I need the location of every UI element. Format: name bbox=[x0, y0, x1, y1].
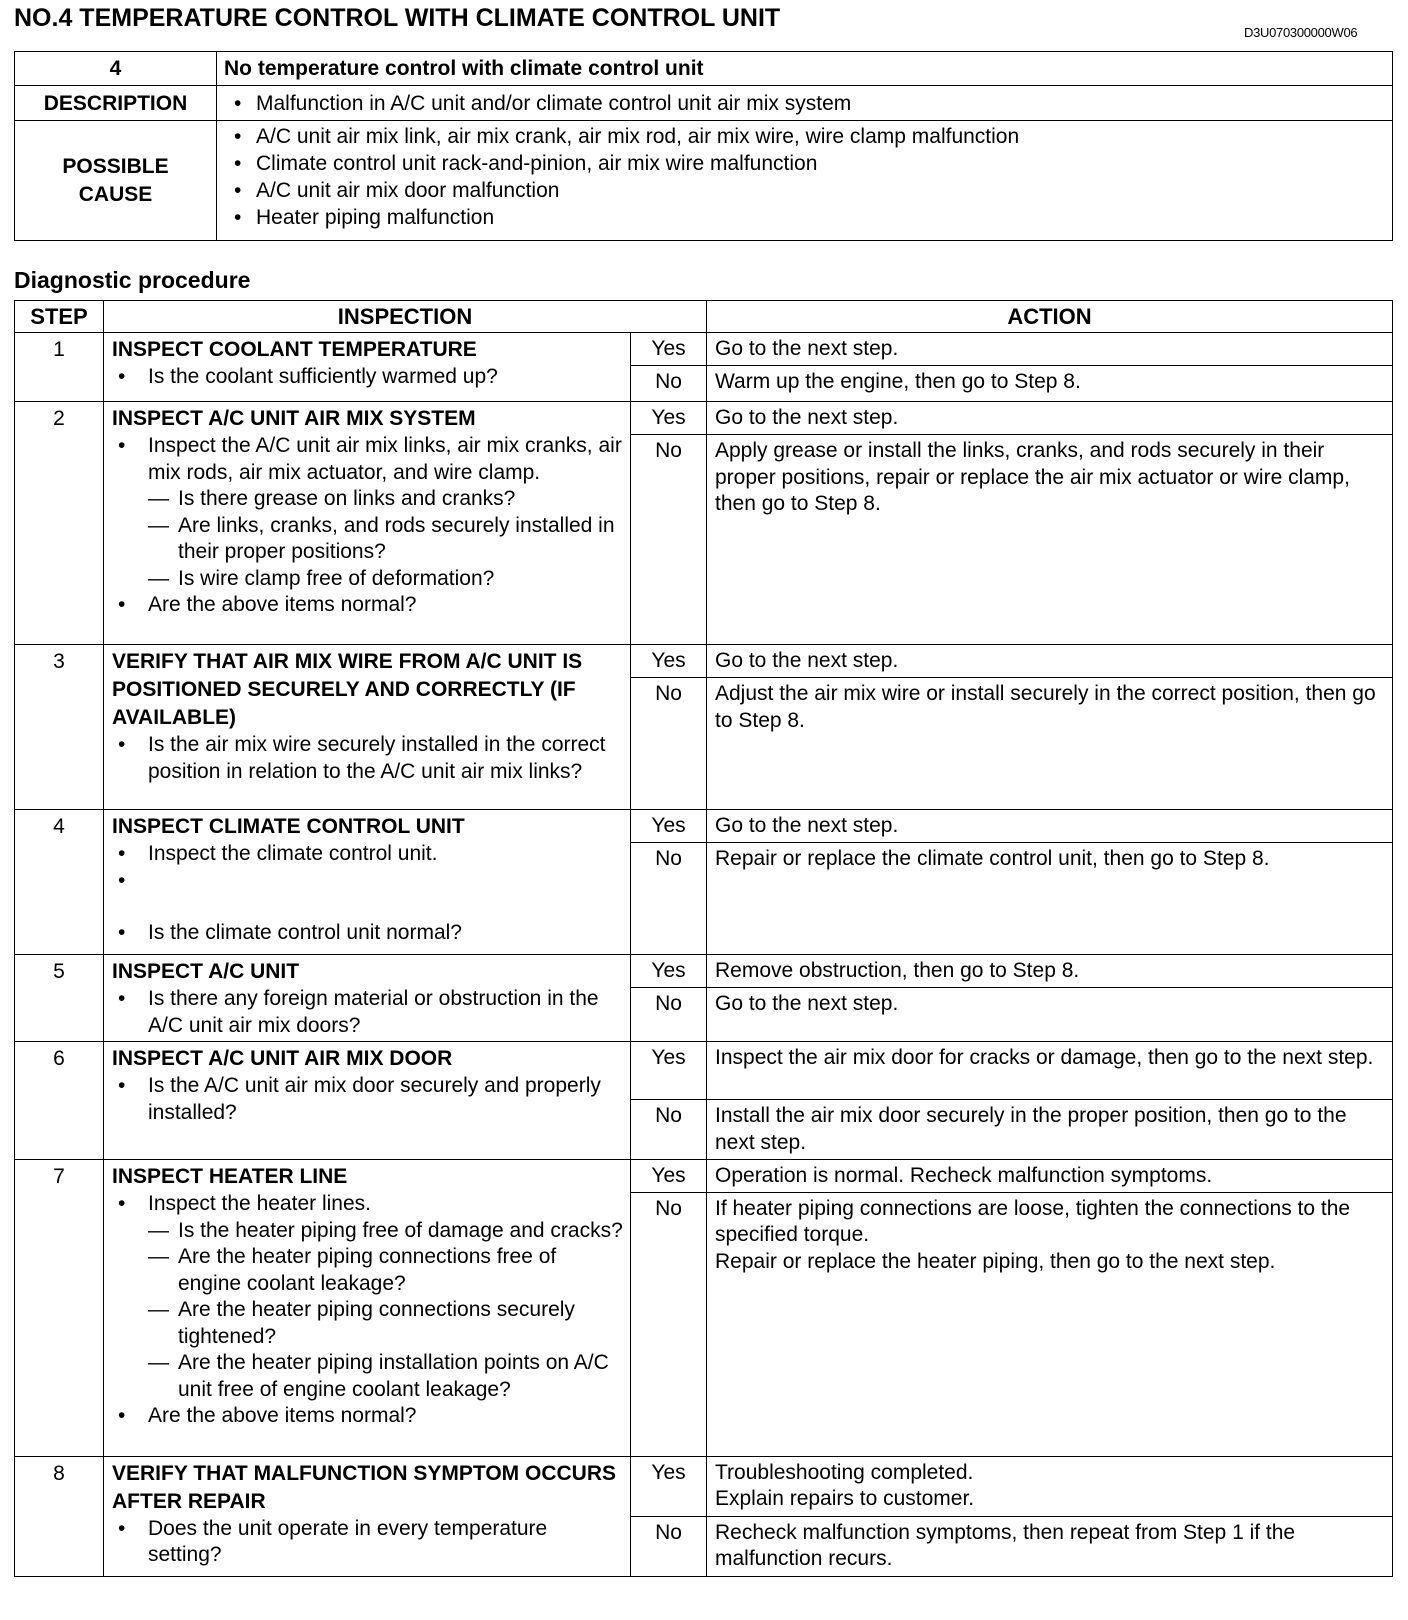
inspection-item bbox=[112, 1191, 624, 1403]
page-title: NO.4 TEMPERATURE CONTROL WITH CLIMATE CONTROL UNIT bbox=[14, 4, 781, 32]
yes-label: Yes bbox=[631, 402, 707, 435]
no-label: No bbox=[631, 1100, 707, 1160]
inspection-subitem: — Is there grease on links and cranks? bbox=[148, 486, 624, 513]
inspection-item: • Is the climate control unit normal? bbox=[112, 920, 624, 947]
inspection-cell bbox=[104, 810, 631, 955]
step-row-4 bbox=[15, 810, 1393, 843]
no-action: Go to the next step. bbox=[707, 988, 1393, 1042]
no-action: Apply grease or install the links, cranks, and rods securely in their proper positions, repair or replace the air mix actuator or wire clamp, then go to Step 8. bbox=[707, 435, 1393, 645]
inspection-subitem: — Is wire clamp free of deformation? bbox=[148, 566, 624, 593]
yes-label: Yes bbox=[631, 1456, 707, 1516]
symptom-text: No temperature control with climate control unit bbox=[217, 52, 1393, 86]
step-number: 7 bbox=[15, 1160, 104, 1457]
step-number: 5 bbox=[15, 955, 104, 1042]
inspection-item bbox=[112, 433, 624, 592]
column-header-action: ACTION bbox=[707, 301, 1393, 333]
description-cell bbox=[217, 86, 1393, 121]
possible-cause-row bbox=[15, 121, 1393, 241]
inspection-cell bbox=[104, 1042, 631, 1160]
yes-label: Yes bbox=[631, 333, 707, 366]
inspection-item-text: Inspect the heater lines. bbox=[148, 1192, 371, 1215]
yes-action: Go to the next step. bbox=[707, 402, 1393, 435]
no-action: Recheck malfunction symptoms, then repeat from Step 1 if the malfunction recurs. bbox=[707, 1516, 1393, 1576]
yes-label: Yes bbox=[631, 645, 707, 678]
yes-action bbox=[707, 1456, 1393, 1516]
inspection-subitem: — Is the heater piping free of damage and cracks? bbox=[148, 1218, 624, 1245]
step-number: 4 bbox=[15, 810, 104, 955]
no-action-line: If heater piping connections are loose, tighten the connections to the specified torque. bbox=[715, 1196, 1351, 1246]
description-label: DESCRIPTION bbox=[15, 86, 217, 121]
inspection-subitem: — Are links, cranks, and rods securely installed in their proper positions? bbox=[148, 513, 624, 566]
inspection-title: INSPECT HEATER LINE bbox=[112, 1165, 348, 1188]
no-action bbox=[707, 1192, 1393, 1456]
yes-action-line: Explain repairs to customer. bbox=[715, 1487, 975, 1510]
step-number: 2 bbox=[15, 402, 104, 645]
table-header-row bbox=[15, 301, 1393, 333]
inspection-item: • Does the unit operate in every temperature setting? bbox=[112, 1516, 624, 1569]
inspection-item: • Is the A/C unit air mix door securely and properly installed? bbox=[112, 1073, 624, 1126]
inspection-title: INSPECT COOLANT TEMPERATURE bbox=[112, 338, 477, 361]
section-heading: Diagnostic procedure bbox=[14, 267, 251, 293]
step-row-7 bbox=[15, 1160, 1393, 1193]
yes-label: Yes bbox=[631, 1042, 707, 1100]
diagnostic-procedure-table bbox=[14, 300, 1393, 1577]
symptom-row bbox=[15, 52, 1393, 86]
inspection-cell bbox=[104, 333, 631, 402]
inspection-subitem: — Are the heater piping installation points on A/C unit free of engine coolant leakage? bbox=[148, 1350, 624, 1403]
no-action: Adjust the air mix wire or install securely in the correct position, then go to Step 8. bbox=[707, 678, 1393, 810]
no-action-line: Repair or replace the heater piping, then go to the next step. bbox=[715, 1249, 1276, 1273]
inspection-title: INSPECT CLIMATE CONTROL UNIT bbox=[112, 815, 465, 838]
inspection-subitem: — Are the heater piping connections securely tightened? bbox=[148, 1297, 624, 1350]
inspection-subitem: — Are the heater piping connections free of engine coolant leakage? bbox=[148, 1244, 624, 1297]
cause-item: • Heater piping malfunction bbox=[224, 204, 1385, 231]
inspection-cell bbox=[104, 645, 631, 810]
possible-cause-label-line1: POSSIBLE bbox=[62, 154, 169, 178]
yes-action: Remove obstruction, then go to Step 8. bbox=[707, 955, 1393, 988]
inspection-item: • Is there any foreign material or obstruction in the A/C unit air mix doors? bbox=[112, 986, 624, 1039]
no-label: No bbox=[631, 988, 707, 1042]
step-row-8 bbox=[15, 1456, 1393, 1516]
step-row-6 bbox=[15, 1042, 1393, 1100]
cause-item: • A/C unit air mix link, air mix crank, air mix rod, air mix wire, wire clamp malfunction bbox=[224, 123, 1385, 150]
yes-label: Yes bbox=[631, 810, 707, 843]
possible-cause-cell bbox=[217, 121, 1393, 241]
step-number: 1 bbox=[15, 333, 104, 402]
yes-label: Yes bbox=[631, 955, 707, 988]
possible-cause-label bbox=[15, 121, 217, 241]
inspection-title: VERIFY THAT AIR MIX WIRE FROM A/C UNIT IS POSITIONED SECURELY AND CORRECTLY (IF AVAILABLE) bbox=[112, 650, 583, 729]
possible-cause-label-line2: CAUSE bbox=[78, 182, 153, 206]
step-number: 3 bbox=[15, 645, 104, 810]
document-code: D3U070300000W06 bbox=[1244, 25, 1358, 40]
step-number: 8 bbox=[15, 1456, 104, 1576]
symptom-summary-table bbox=[14, 51, 1393, 241]
no-action: Repair or replace the climate control unit, then go to Step 8. bbox=[707, 843, 1393, 955]
yes-action: Inspect the air mix door for cracks or damage, then go to the next step. bbox=[707, 1042, 1393, 1100]
inspection-item: • Are the above items normal? bbox=[112, 592, 624, 619]
no-action: Warm up the engine, then go to Step 8. bbox=[707, 366, 1393, 402]
yes-action: Go to the next step. bbox=[707, 810, 1393, 843]
no-action: Install the air mix door securely in the proper position, then go to the next step. bbox=[707, 1100, 1393, 1160]
no-label: No bbox=[631, 435, 707, 645]
column-header-step: STEP bbox=[15, 301, 104, 333]
inspection-cell bbox=[104, 955, 631, 1042]
yes-action: Operation is normal. Recheck malfunction symptoms. bbox=[707, 1160, 1393, 1193]
description-row bbox=[15, 86, 1393, 121]
inspection-title: INSPECT A/C UNIT AIR MIX SYSTEM bbox=[112, 407, 476, 430]
step-row-5 bbox=[15, 955, 1393, 988]
no-label: No bbox=[631, 366, 707, 402]
inspection-item: • Inspect the climate control unit. bbox=[112, 841, 624, 868]
inspection-cell bbox=[104, 1456, 631, 1576]
yes-action-line: Troubleshooting completed. bbox=[715, 1460, 974, 1484]
blank-space bbox=[112, 868, 624, 920]
symptom-number: 4 bbox=[15, 52, 217, 86]
yes-action: Go to the next step. bbox=[707, 333, 1393, 366]
inspection-cell bbox=[104, 1160, 631, 1457]
inspection-title: INSPECT A/C UNIT bbox=[112, 960, 300, 983]
cause-item: • A/C unit air mix door malfunction bbox=[224, 177, 1385, 204]
inspection-item: • Are the above items normal? bbox=[112, 1403, 624, 1430]
yes-action: Go to the next step. bbox=[707, 645, 1393, 678]
inspection-item: • Is the coolant sufficiently warmed up? bbox=[112, 364, 624, 391]
inspection-title: VERIFY THAT MALFUNCTION SYMPTOM OCCURS AFTER REPAIR bbox=[112, 1461, 616, 1513]
inspection-cell bbox=[104, 402, 631, 645]
inspection-item: • Is the air mix wire securely installed in the correct position in relation to the A/C unit air mix links? bbox=[112, 732, 624, 785]
cause-item: • Climate control unit rack-and-pinion, air mix wire malfunction bbox=[224, 150, 1385, 177]
no-label: No bbox=[631, 843, 707, 955]
no-label: No bbox=[631, 1192, 707, 1456]
step-row-2 bbox=[15, 402, 1393, 435]
no-label: No bbox=[631, 678, 707, 810]
column-header-inspection: INSPECTION bbox=[104, 301, 707, 333]
step-row-3 bbox=[15, 645, 1393, 678]
step-row-1 bbox=[15, 333, 1393, 366]
yes-label: Yes bbox=[631, 1160, 707, 1193]
inspection-title: INSPECT A/C UNIT AIR MIX DOOR bbox=[112, 1047, 453, 1070]
step-number: 6 bbox=[15, 1042, 104, 1160]
inspection-item-text: Inspect the A/C unit air mix links, air mix cranks, air mix rods, air mix actuator, and wire clamp. bbox=[148, 434, 622, 484]
no-label: No bbox=[631, 1516, 707, 1576]
description-item: • Malfunction in A/C unit and/or climate control unit air mix system bbox=[224, 90, 1385, 117]
